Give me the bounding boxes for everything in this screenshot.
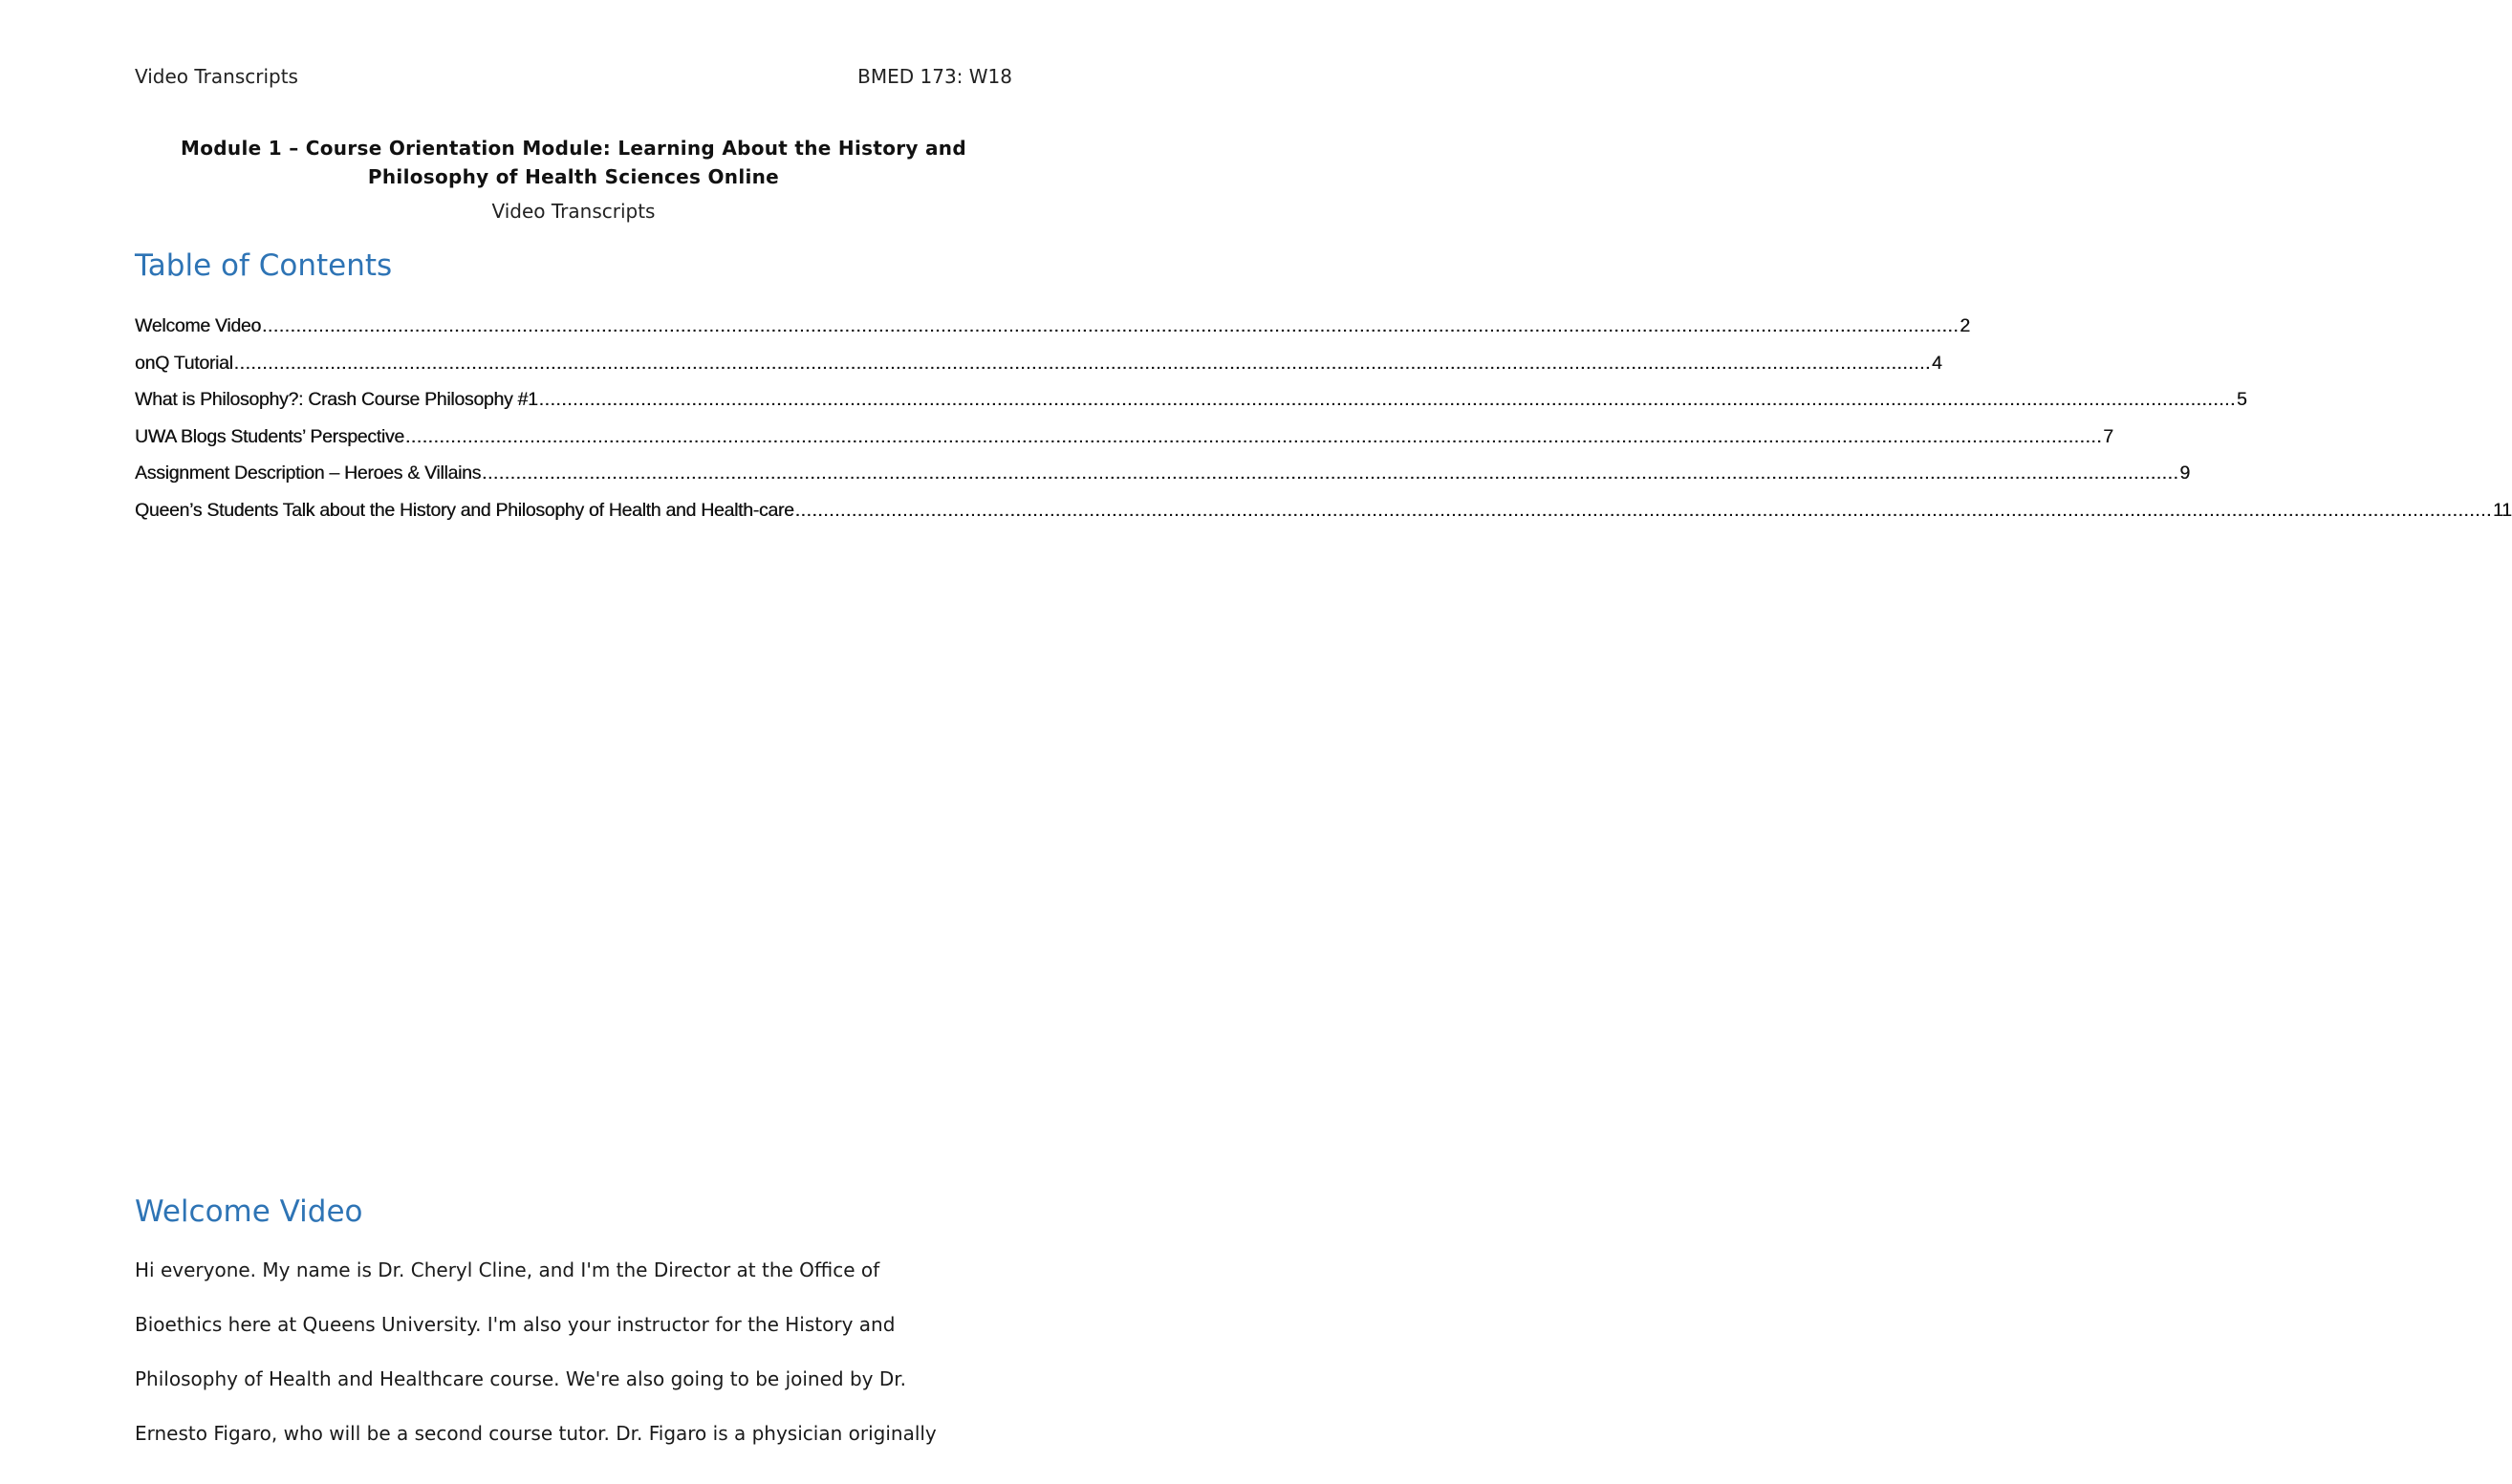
toc-leader-dots: ............................................................................................................................................................................................................................................................................................................ (233, 352, 1931, 374)
toc-leader-dots: ............................................................................................................................................................................................................................................................................................................ (538, 389, 2236, 411)
document-subtitle: Video Transcripts (491, 200, 656, 223)
toc-entry-label: UWA Blogs Students’ Perspective (135, 425, 404, 447)
table-of-contents (135, 315, 2512, 537)
toc-entry-page: 9 (2179, 462, 2190, 484)
toc-entry-onq-tutorial[interactable] (135, 352, 1942, 390)
body-line: Ernesto Figaro, who will be a second course tutor. Dr. Figaro is a physician originally (135, 1422, 937, 1446)
toc-entry-welcome-video[interactable] (135, 315, 1970, 353)
running-header-left: Video Transcripts (135, 65, 298, 88)
toc-leader-dots: ............................................................................................................................................................................................................................................................................................................ (794, 499, 2492, 521)
toc-entry-page: 5 (2236, 389, 2247, 411)
toc-entry-page: 4 (1931, 352, 1942, 374)
section-body-text (135, 1229, 1014, 1474)
section-heading-welcome-video: Welcome Video (135, 1194, 363, 1229)
toc-entry-what-is-philosophy[interactable] (135, 389, 2247, 426)
toc-entry-page: 11 (2492, 499, 2512, 521)
running-header-right: BMED 173: W18 (857, 65, 1012, 88)
toc-entry-queens-students[interactable] (135, 499, 2512, 537)
document-title-line-1: Module 1 – Course Orientation Module: Learning About the History and (181, 137, 966, 160)
toc-entry-page: 2 (1960, 315, 1970, 336)
body-line: Philosophy of Health and Healthcare course. We're also going to be joined by Dr. (135, 1366, 907, 1390)
toc-entry-uwa-blogs[interactable] (135, 425, 2113, 463)
body-line: Hi everyone. My name is Dr. Cheryl Cline, and I'm the Director at the Office of (135, 1258, 880, 1281)
toc-entry-assignment-description[interactable] (135, 462, 2190, 500)
toc-entry-label: onQ Tutorial (135, 352, 233, 374)
toc-leader-dots: ............................................................................................................................................................................................................................................................................................................ (482, 462, 2179, 484)
toc-entry-label: Assignment Description – Heroes & Villains (135, 462, 482, 484)
toc-entry-label: What is Philosophy?: Crash Course Philosophy #1 (135, 389, 538, 411)
toc-leader-dots: ............................................................................................................................................................................................................................................................................................................ (261, 315, 1960, 336)
body-line: Bioethics here at Queens University. I'm also your instructor for the History and (135, 1312, 896, 1336)
toc-entry-page: 7 (2103, 425, 2113, 447)
toc-leader-dots: ............................................................................................................................................................................................................................................................................................................ (404, 425, 2103, 447)
document-title-line-2: Philosophy of Health Sciences Online (367, 165, 780, 188)
document-title (135, 134, 1012, 191)
toc-entry-label: Welcome Video (135, 315, 261, 336)
toc-entry-label: Queen’s Students Talk about the History and Philosophy of Health and Health-care (135, 499, 794, 521)
toc-heading: Table of Contents (135, 248, 393, 283)
